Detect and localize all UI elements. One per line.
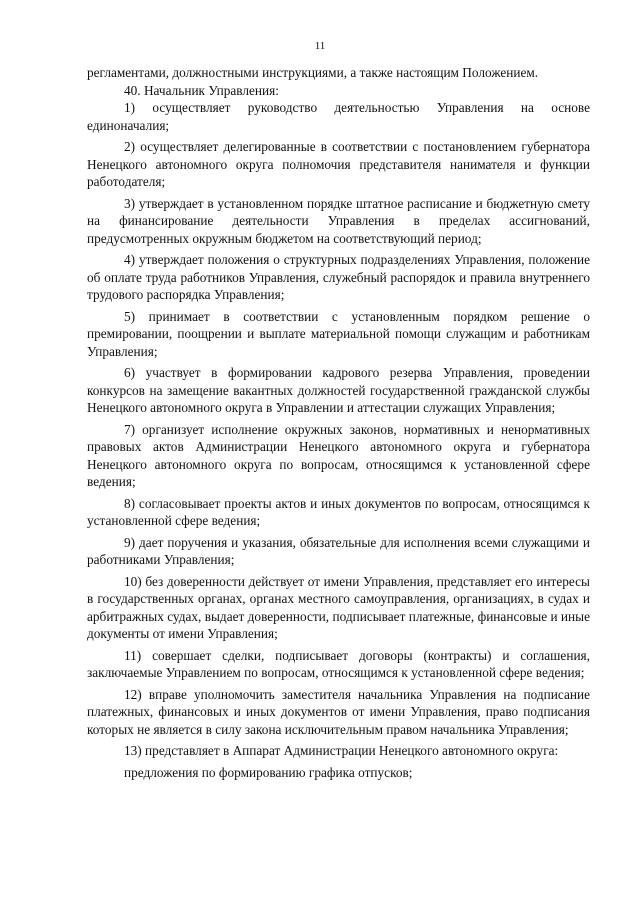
paragraph-sub-13-item: предложения по формированию графика отпусков; [124, 764, 413, 780]
paragraph-sub-4: 4) утверждает положения о структурных подразделениях Управления, положение об оплате труда работников Управления, служебный распорядок и правила внутреннего трудового распорядка Управления; [87, 252, 590, 302]
paragraph-sub-12: 12) вправе уполномочить заместителя начальника Управления на подписание платежных, финансовых и иных документов от имени Управления, право подписания которых не является в силу закона исключительным правом начальника Управления; [87, 686, 590, 737]
paragraph-sub-6: 6) участвует в формировании кадрового резерва Управления, проведении конкурсов на замещение вакантных должностей государственной гражданской службы Ненецкого автономного округа в Управлении и аттестации служащих Управления; [87, 365, 590, 415]
paragraph-sub-10: 10) без доверенности действует от имени Управления, представляет его интересы в государственных органах, органах местного самоуправления, организациях, в судах и арбитражных судах, выдает доверенности, подписывает платежные, финансовые и иные документы от имени Управления; [87, 573, 590, 641]
paragraph-sub-13: 13) представляет в Аппарат Администрации Ненецкого автономного округа: [124, 743, 559, 758]
paragraph-sub-9: 9) дает поручения и указания, обязательные для исполнения всеми служащими и работниками Управления; [87, 534, 590, 567]
paragraph-sub-2: 2) осуществляет делегированные в соответствии с постановлением губернатора Ненецкого автономного округа полномочия представителя нанимателя и функции работодателя; [87, 139, 590, 189]
paragraph-continuation: регламентами, должностными инструкциями, а также настоящим Положением. [87, 65, 539, 80]
paragraph-sub-1: 1) осуществляет руководство деятельностью Управления на основе единоначалия; [87, 100, 590, 133]
paragraph-sub-11: 11) совершает сделки, подписывает договоры (контракты) и соглашения, заключаемые Управлением по вопросам, относящимся к установленной сфере ведения; [87, 647, 590, 680]
page-number: 11 [314, 40, 326, 52]
paragraph-item-40: 40. Начальник Управления: [124, 82, 279, 98]
paragraph-sub-8: 8) согласовывает проекты актов и иных документов по вопросам, относящимся к установленной сфере ведения; [87, 495, 590, 528]
paragraph-sub-7: 7) организует исполнение окружных законов, нормативных и ненормативных правовых актов Администрации Ненецкого автономного округа и губернатора Ненецкого автономного округа по вопросам, относящимся к установленной сфере ведения; [87, 421, 590, 489]
paragraph-sub-5: 5) принимает в соответствии с установленным порядком решение о премировании, поощрении и выплате материальной помощи служащим и работникам Управления; [87, 308, 590, 359]
document-body [87, 64, 590, 781]
paragraph-sub-3: 3) утверждает в установленном порядке штатное расписание и бюджетную смету на финансирование деятельности Управления в пределах ассигнований, предусмотренных окружным бюджетом на соответствующий период; [87, 195, 590, 246]
